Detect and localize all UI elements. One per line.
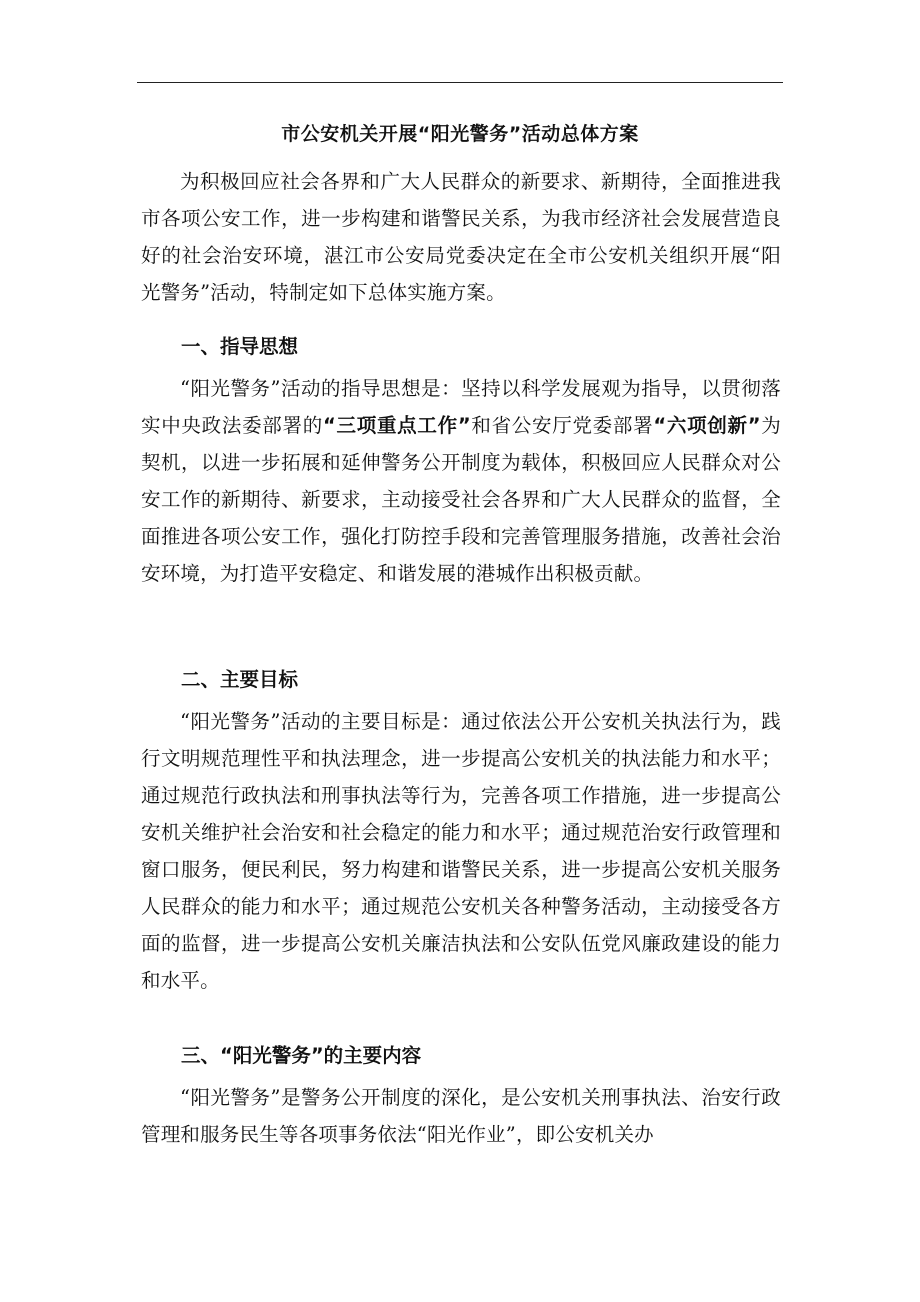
section-2-heading: 二、主要目标 (181, 668, 299, 691)
section-3-paragraph: “阳光警务”是警务公开制度的深化，是公安机关刑事执法、治安行政管理和服务民生等各项事务依法“阳光作业”，即公安机关办 (141, 1086, 781, 1146)
section-1-text-b: 和省公安厅党委部署 (470, 414, 654, 437)
section-1-emphasis-a: “三项重点工作” (322, 414, 471, 437)
section-1-emphasis-b: “六项创新” (653, 414, 761, 437)
section-1-text-c: 为契机，以进一步拓展和延伸警务公开制度为载体，积极回应人民群众对公安工作的新期待、新要求，主动接受社会各界和广大人民群众的监督，全面推进各项公安工作，强化打防控手段和完善管理服务措施，改善社会治安环境，为打造平安稳定、和谐发展的港城作出积极贡献。 (141, 414, 781, 585)
section-1-heading: 一、指导思想 (181, 335, 299, 358)
header-rule (137, 82, 783, 83)
section-2-paragraph: “阳光警务”活动的主要目标是：通过依法公开公安机关执法行为，践行文明规范理性平和执法理念，进一步提高公安机关的执法能力和水平；通过规范行政执法和刑事执法等行为，完善各项工作措施，进一步提高公安机关维护社会治安和社会稳定的能力和水平；通过规范治安行政管理和窗口服务，便民利民，努力构建和谐警民关系，进一步提高公安机关服务人民群众的能力和水平；通过规范公安机关各种警务活动，主动接受各方面的监督，进一步提高公安机关廉洁执法和公安队伍党风廉政建设的能力和水平。 (141, 710, 781, 992)
intro-paragraph: 为积极回应社会各界和广大人民群众的新要求、新期待，全面推进我市各项公安工作，进一步构建和谐警民关系，为我市经济社会发展营造良好的社会治安环境，湛江市公安局党委决定在全市公安机关组织开展“阳光警务”活动，特制定如下总体实施方案。 (141, 170, 781, 304)
document-title: 市公安机关开展“阳光警务”活动总体方案 (281, 123, 639, 145)
section-1-paragraph (141, 370, 781, 592)
section-3-heading: 三、“阳光警务”的主要内容 (181, 1044, 422, 1067)
section-1-text-a: “阳光警务”活动的指导思想是：坚持以科学发展观为指导，以贯彻落实中央政法委部署的 (141, 377, 781, 437)
